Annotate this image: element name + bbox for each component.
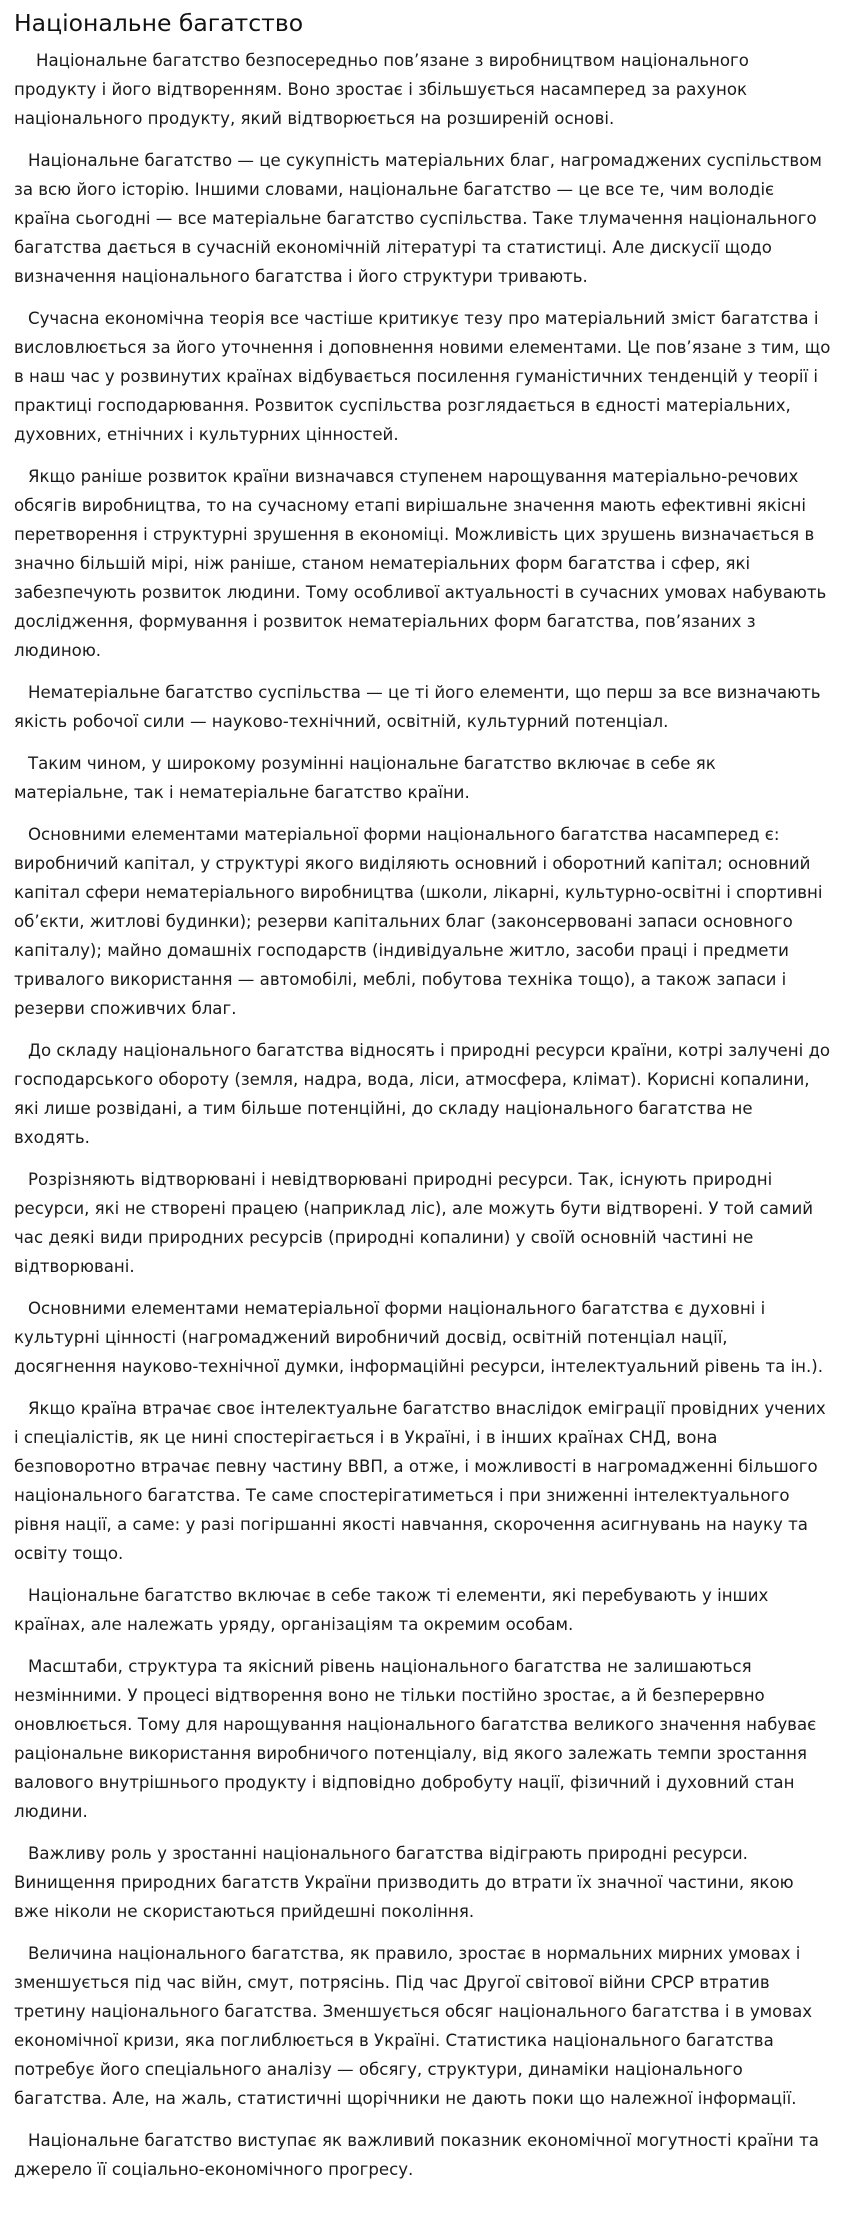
paragraph: Основними елементами матеріальної форми національного багатства насамперед є: виробничий капітал, у структурі якого виділяють основний і оборотний капітал; основний капітал сфери нематеріального виробництва (школи, лікарні, культурно-освітні і спортивні об’єкти, житлові будинки); резерви капітальних благ (законсервовані запаси основного капіталу); майно домашніх господарств (індивідуальне житло, засоби праці і предмети тривалого використання — автомобілі, меблі, побутова техніка тощо), а також запаси і резерви споживчих благ. [14,825,823,1018]
paragraph: Розрізняють відтворювані і невідтворювані природні ресурси. Так, існують природні ресурси, які не створені працею (наприклад ліс), але можуть бути відтворені. У той самий час деякі види природних ресурсів (природні копалини) у своїй основній частині не відтворювані. [14,1170,814,1276]
paragraph: Масштаби, структура та якісний рівень національного багатства не залишаються незмінними. У процесі відтворення воно не тільки постійно зростає, а й безперервно оновлюється. Тому для нарощування національного багатства великого значення набуває раціональне використання виробничого потенціалу, від якого залежать темпи зростання валового внутрішнього продукту і відповідно добробуту нації, фізичний і духовний стан людини. [14,1657,817,1821]
article-title: Національне багатство [14,9,304,37]
paragraph: Національне багатство безпосередньо пов’язане з виробництвом національного продукту і його відтворенням. Воно зростає і збільшується насамперед за рахунок національного продукту, який відтворюється на розширеній основі. [14,51,749,128]
paragraph: Національне багатство — це сукупність матеріальних благ, нагромаджених суспільством за всю його історію. Іншими словами, національне багатство — це все те, чим володіє країна сьогодні — все матеріальне багатство суспільства. Таке тлумачення національного багатства дається в сучасній економічній літературі та статистиці. Але дискусії щодо визначення національного багатства і його структури тривають. [14,151,822,286]
paragraph: Сучасна економічна теорія все частіше критикує тезу про матеріальний зміст багатства і висловлюється за його уточнення і доповнення новими елементами. Це пов’язане з тим, що в наш час у розвинутих країнах відбувається посилення гуманістичних тенденцій у теорії і практиці господарювання. Розвиток суспільства розглядається в єдності матеріальних, духовних, етнічних і культурних цінностей. [14,309,831,444]
article-body [14,46,833,2184]
paragraph: Основними елементами нематеріальної форми національного багатства є духовні і культурні цінності (нагромаджений виробничий досвід, освітній потенціал нації, досягнення науково-технічної думки, інформаційні ресурси, інтелектуальний рівень та ін.). [14,1299,824,1376]
paragraph: Важливу роль у зростанні національного багатства відіграють природні ресурси. Винищення природних багатств України призводить до втрати їх значної частини, якою вже ніколи не скористаються прийдешні покоління. [14,1844,794,1921]
paragraph: Якщо раніше розвиток країни визначався ступенем нарощування матеріально-речових обсягів виробництва, то на сучасному етапі вирішальне значення мають ефективні якісні перетворення і структурні зрушення в економіці. Можливість цих зрушень визначається в значно більшій мірі, ніж раніше, станом нематеріальних форм багатства і сфер, які забезпечують розвиток людини. Тому особливої актуальності в сучасних умовах набувають дослідження, формування і розвиток нематеріальних форм багатства, пов’язаних з людиною. [14,467,827,660]
paragraph: Таким чином, у широкому розумінні національне багатство включає в себе як матеріальне, так і нематеріальне багатство країни. [14,754,716,802]
paragraph: Величина національного багатства, як правило, зростає в нормальних мирних умовах і зменшується під час війн, смут, потрясінь. Під час Другої світової війни СРСР втратив третину національного багатства. Зменшується обсяг національного багатства і в умовах економічної кризи, яка поглиблюється в Україні. Статистика національного багатства потребує його спеціального аналізу — обсягу, структури, динаміки національного багатства. Але, на жаль, статистичні щорічники не дають поки що належної інформації. [14,1944,813,2108]
paragraph: Якщо країна втрачає своє інтелектуальне багатство внаслідок еміграції провідних учених і спеціалістів, як це нині спостерігається і в Україні, і в інших країнах СНД, вона безповоротно втрачає певну частину ВВП, а отже, і можливості в нагромадженні більшого національного багатства. Те саме спостерігатиметься і при зниженні інтелектуального рівня нації, а саме: у разі погіршанні якості навчання, скорочення асигнувань на науку та освіту тощо. [14,1399,826,1563]
paragraph: Національне багатство виступає як важливий показник економічної могутності країни та джерело її соціально-економічного прогресу. [14,2131,819,2179]
paragraph: Нематеріальне багатство суспільства — це ті його елементи, що перш за все визначають якість робочої сили — науково-технічний, освітній, культурний потенціал. [14,683,821,731]
paragraph: Національне багатство включає в себе також ті елементи, які перебувають у інших країнах, але належать уряду, організаціям та окремим особам. [14,1586,769,1634]
paragraph: До складу національного багатства відносять і природні ресурси країни, котрі залучені до господарського обороту (земля, надра, вода, ліси, атмосфера, клімат). Корисні копалини, які лише розвідані, а тим більше потенційні, до складу національного багатства не входять. [14,1041,831,1147]
